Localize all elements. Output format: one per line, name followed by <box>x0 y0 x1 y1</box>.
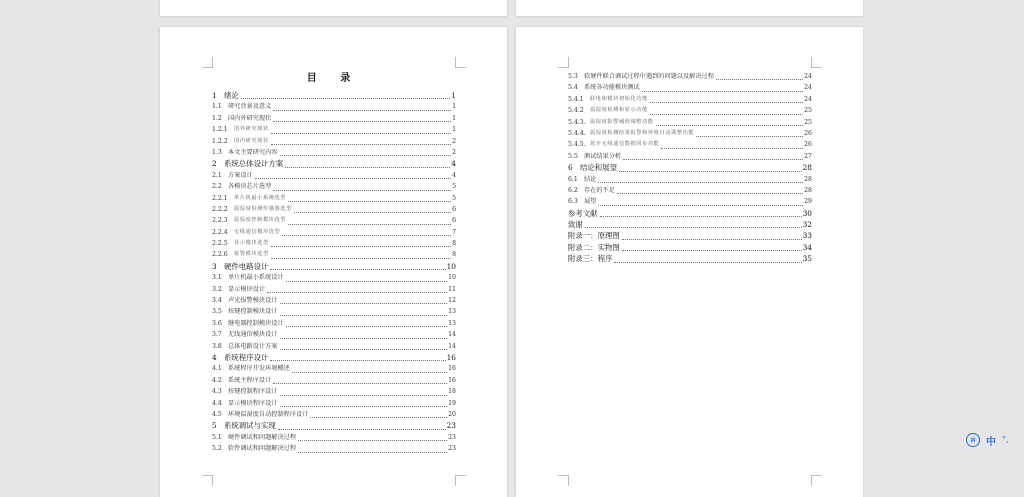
toc-entry-number: 4.2 <box>212 376 222 384</box>
toc-entry-page: 4 <box>451 159 456 169</box>
toc-entry-page: 32 <box>802 220 812 230</box>
toc-entry-number: 1.2.2 <box>212 137 228 145</box>
toc-entry-page: 10 <box>448 274 456 282</box>
toc-entry-title: 系统调试与实现 <box>224 421 276 431</box>
toc-leader-dots <box>294 211 451 213</box>
toc-entry[interactable] <box>212 295 456 306</box>
toc-entry[interactable] <box>568 253 812 264</box>
toc-leader-dots <box>600 215 802 217</box>
toc-entry-title: 致谢 <box>568 220 583 230</box>
toc-entry-page: 16 <box>448 365 456 373</box>
toc-leader-dots <box>286 280 447 282</box>
toc-entry-number: 5.5 <box>568 152 578 160</box>
toc-leader-dots <box>273 189 451 191</box>
crop-mark <box>455 475 466 486</box>
toc-entry[interactable] <box>568 174 812 185</box>
toc-entry-page: 26 <box>804 141 812 149</box>
toc-entry-title: 存在的不足 <box>584 186 615 194</box>
toc-entry[interactable] <box>568 117 812 128</box>
toc-entry-page: 14 <box>448 342 456 350</box>
toc-entry-number: 4.1 <box>212 365 222 373</box>
toc-entry-page: 12 <box>448 297 456 305</box>
toc-entry[interactable] <box>212 193 456 204</box>
toc-entry-title: 展望 <box>584 198 597 206</box>
toc-entry-title: 结论 <box>584 175 597 183</box>
toc-entry-title: 无线通信模块设计 <box>228 331 278 339</box>
toc-page-right <box>516 27 863 497</box>
toc-entry-number: 2.2.4 <box>212 228 228 236</box>
toc-entry-page: 5 <box>452 183 456 191</box>
toc-entry-title: 报警模块选型 <box>234 251 269 258</box>
toc-entry[interactable] <box>568 94 812 105</box>
toc-entry-title: 温湿度检测传感器选型 <box>234 205 292 212</box>
toc-entry-title: 温湿度报警阈值调整功能 <box>590 118 654 125</box>
toc-entry-page: 19 <box>448 399 456 407</box>
toc-leader-dots <box>267 291 447 293</box>
toc-entry-page: 26 <box>804 129 812 137</box>
toc-entry-page: 8 <box>452 251 456 259</box>
toc-entry-number: 5.2 <box>212 445 222 453</box>
toc-leader-dots <box>280 154 452 156</box>
toc-leader-dots <box>292 371 447 373</box>
toc-entry[interactable] <box>212 409 456 420</box>
toc-leader-dots <box>285 166 450 168</box>
toc-leader-dots <box>598 204 803 206</box>
toc-entry-page: 11 <box>448 285 456 293</box>
toc-leader-dots <box>619 170 802 172</box>
toc-leader-dots <box>642 90 803 92</box>
toc-leader-dots <box>280 394 448 396</box>
toc-leader-dots <box>271 245 451 247</box>
toc-entry-title: 显示模块程序设计 <box>228 399 278 407</box>
toc-entry-number: 2.2.6 <box>212 251 228 259</box>
toc-leader-dots <box>288 223 451 225</box>
toc-entry-title: 研究背景及意义 <box>228 103 272 111</box>
toc-entry[interactable] <box>212 341 456 352</box>
toc-entry[interactable] <box>212 90 456 101</box>
toc-entry-title: 国内研究现状 <box>234 137 269 144</box>
toc-entry-number: 1.2 <box>212 114 222 122</box>
toc-entry[interactable] <box>212 375 456 386</box>
toc-entry-number: 5.4.5. <box>568 141 586 149</box>
toc-leader-dots <box>270 268 445 270</box>
toc-entry-page: 4 <box>452 171 456 179</box>
toc-entry-title: 系统程序开发环境概述 <box>228 365 290 373</box>
crop-mark <box>202 57 213 68</box>
toc-leader-dots <box>298 439 447 441</box>
toc-entry[interactable] <box>568 128 812 139</box>
toc-entry[interactable] <box>568 71 812 82</box>
toc-entry-number: 3.2 <box>212 285 222 293</box>
crop-mark <box>558 57 569 68</box>
toc-entry-page: 1 <box>452 103 456 111</box>
toc-entry[interactable] <box>212 181 456 192</box>
toc-entry-title: 温湿度检测结果报警和环境自动调整功能 <box>590 129 695 136</box>
toc-entry[interactable] <box>212 432 456 443</box>
toc-entry-number: 1.3 <box>212 148 222 156</box>
toc-entry-page: 18 <box>448 388 456 396</box>
toc-entry-number: 2.2 <box>212 183 222 191</box>
toc-entry-title: 环境温湿度自动控制程序设计 <box>228 410 309 418</box>
toc-entry-title: 结论和展望 <box>580 163 617 173</box>
toc-entry[interactable] <box>212 272 456 283</box>
toc-entry-page: 20 <box>448 410 456 418</box>
toc-leader-dots <box>656 124 803 126</box>
toc-entry-title: 附录三：程序 <box>568 254 613 264</box>
toc-entry-title: 温湿度检测和显示功能 <box>590 107 648 114</box>
toc-entry-number: 3.5 <box>212 308 222 316</box>
toc-entry[interactable] <box>568 82 812 93</box>
toc-leader-dots <box>288 200 451 202</box>
toc-entry-title: 联电和模块初始化功能 <box>590 95 648 102</box>
toc-entry-title: 单片机最小系统选型 <box>234 194 287 201</box>
toc-entry-page: 16 <box>448 376 456 384</box>
toc-entry-number: 5.4.1 <box>568 95 584 103</box>
toc-entry[interactable] <box>212 398 456 409</box>
toc-leader-dots <box>278 428 446 430</box>
toc-leader-dots <box>614 261 801 263</box>
toc-leader-dots <box>286 325 447 327</box>
toc-entry-page: 28 <box>804 186 812 194</box>
toc-leader-dots <box>273 382 447 384</box>
toc-entry-number: 3 <box>212 261 217 271</box>
toc-leader-dots <box>650 101 803 103</box>
crop-mark <box>811 57 822 68</box>
toc-entry-title: 各模块芯片选型 <box>228 183 272 191</box>
toc-entry[interactable] <box>212 363 456 374</box>
toc-entry[interactable] <box>212 124 456 135</box>
toc-entry-page: 33 <box>802 231 812 241</box>
toc-leader-dots <box>241 97 451 99</box>
toc-entry[interactable] <box>212 238 456 249</box>
previous-page-left <box>160 0 507 16</box>
toc-entry[interactable] <box>212 136 456 147</box>
toc-leader-dots <box>282 234 451 236</box>
toc-entry[interactable] <box>212 227 456 238</box>
toc-leader-dots <box>696 135 803 137</box>
toc-entry[interactable] <box>212 158 456 169</box>
toc-entry-title: 软硬件联合调试过程中遇到的问题以及解决过程 <box>584 72 714 80</box>
toc-leader-dots <box>280 405 448 407</box>
toc-entry-number: 1.2.1 <box>212 126 228 134</box>
toc-entry-title: 附录一：原理图 <box>568 231 620 241</box>
toc-leader-dots <box>255 177 451 179</box>
toc-entry[interactable] <box>568 242 812 253</box>
toc-entry-number: 2.1 <box>212 171 222 179</box>
toc-entry-page: 16 <box>446 352 456 362</box>
toc-entry[interactable] <box>568 196 812 207</box>
toc-leader-dots <box>273 120 451 122</box>
toc-leader-dots <box>598 181 803 183</box>
toc-list-left <box>212 90 456 455</box>
toc-entry-page: 5 <box>452 194 456 202</box>
toc-entry-title: 无线通信模块选型 <box>234 228 281 235</box>
toc-entry-title: 本文主要研究内容 <box>228 148 278 156</box>
toc-entry[interactable] <box>212 306 456 317</box>
toc-entry-number: 6.2 <box>568 186 578 194</box>
toc-entry-title: 硬件调试和问题解决过程 <box>228 433 297 441</box>
toc-entry-number: 2.2.5 <box>212 240 228 248</box>
toc-entry-title: 系统各功能模块测试 <box>584 84 640 92</box>
toc-entry[interactable] <box>212 284 456 295</box>
toc-entry-number: 1.1 <box>212 103 222 111</box>
toc-leader-dots <box>280 337 448 339</box>
toc-leader-dots <box>271 132 451 134</box>
toc-entry[interactable] <box>212 329 456 340</box>
toc-entry-page: 1 <box>451 90 456 100</box>
toc-entry[interactable] <box>212 249 456 260</box>
toc-entry-number: 3.6 <box>212 319 222 327</box>
ime-logo-icon[interactable]: 拼 <box>966 433 980 447</box>
toc-entry-number: 3.1 <box>212 274 222 282</box>
toc-entry-title: 总体电路设计方案 <box>228 342 278 350</box>
toc-entry-number: 4 <box>212 352 217 362</box>
toc-entry[interactable] <box>212 318 456 329</box>
toc-leader-dots <box>270 359 445 361</box>
toc-entry-title: 系统主程序设计 <box>228 376 272 384</box>
toc-entry-page: 24 <box>804 95 812 103</box>
toc-entry-page: 6 <box>452 205 456 213</box>
toc-entry-page: 14 <box>448 331 456 339</box>
toc-entry-title: 绪论 <box>224 90 239 100</box>
toc-entry[interactable] <box>568 151 812 162</box>
toc-entry-title: 按键控制模块设计 <box>228 308 278 316</box>
toc-entry-number: 5.4.2 <box>568 107 584 115</box>
toc-entry-number: 5.4.4. <box>568 129 586 137</box>
toc-entry-number: 3.8 <box>212 342 222 350</box>
toc-page-left <box>160 27 507 497</box>
toc-entry-title: 硬件电路设计 <box>224 261 269 271</box>
crop-mark <box>202 475 213 486</box>
toc-entry[interactable] <box>212 352 456 363</box>
toc-entry-title: 方案设计 <box>228 171 253 179</box>
toc-entry-title: 单片机最小系统设计 <box>228 274 284 282</box>
toc-entry-page: 23 <box>446 421 456 431</box>
crop-mark <box>811 475 822 486</box>
toc-entry[interactable] <box>212 147 456 158</box>
toc-entry-page: 23 <box>448 433 456 441</box>
toc-entry-title: 国外研究现状 <box>234 126 269 133</box>
crop-mark <box>455 57 466 68</box>
ime-punctuation-icon[interactable]: °, <box>1002 435 1009 444</box>
toc-entry[interactable] <box>212 215 456 226</box>
toc-leader-dots <box>280 348 448 350</box>
toc-entry[interactable] <box>568 105 812 116</box>
toc-entry-number: 5.4 <box>568 84 578 92</box>
ime-language-toggle[interactable]: 中 <box>986 436 996 448</box>
previous-page-right <box>516 0 863 16</box>
toc-entry-number: 2.2.3 <box>212 217 228 225</box>
toc-entry-title: 显示模块选型 <box>234 240 269 247</box>
crop-mark <box>558 475 569 486</box>
toc-entry-page: 25 <box>804 107 812 115</box>
toc-entry[interactable] <box>568 230 812 241</box>
toc-entry-page: 23 <box>448 445 456 453</box>
toc-entry-page: 24 <box>804 84 812 92</box>
toc-entry[interactable] <box>568 208 812 219</box>
toc-entry-number: 6.3 <box>568 198 578 206</box>
toc-entry[interactable] <box>212 204 456 215</box>
toc-entry-title: 温湿度控制模块选型 <box>234 217 287 224</box>
toc-entry-title: 测试结果分析 <box>584 152 622 160</box>
toc-entry-number: 5.4.3. <box>568 118 586 126</box>
toc-entry[interactable] <box>568 185 812 196</box>
toc-entry[interactable] <box>212 101 456 112</box>
toc-entry-page: 25 <box>804 118 812 126</box>
toc-leader-dots <box>271 257 451 259</box>
toc-entry-title: 按键控制程序设计 <box>228 388 278 396</box>
toc-entry[interactable] <box>212 113 456 124</box>
toc-leader-dots <box>271 143 451 145</box>
toc-leader-dots <box>585 226 802 228</box>
toc-leader-dots <box>622 249 802 251</box>
toc-entry-number: 1 <box>212 90 217 100</box>
toc-entry[interactable] <box>212 386 456 397</box>
toc-leader-dots <box>716 78 803 80</box>
toc-entry-page: 24 <box>804 72 812 80</box>
toc-entry-page: 30 <box>802 208 812 218</box>
toc-entry-page: 10 <box>446 261 456 271</box>
toc-entry-page: 34 <box>802 242 812 252</box>
toc-leader-dots <box>622 238 802 240</box>
toc-entry-number: 5 <box>212 421 217 431</box>
toc-entry-number: 2 <box>212 159 217 169</box>
toc-entry-title: 附录二：实物图 <box>568 242 620 252</box>
toc-entry-title: 软件调试和问题解决过程 <box>228 445 297 453</box>
toc-list-right <box>568 71 812 265</box>
toc-entry-page: 35 <box>802 254 812 264</box>
toc-entry-title: 系统程序设计 <box>224 352 269 362</box>
toc-entry[interactable] <box>212 261 456 272</box>
toc-entry-number: 4.3 <box>212 388 222 396</box>
toc-leader-dots <box>280 314 448 316</box>
toc-entry-title: 系统总体设计方案 <box>224 159 284 169</box>
toc-leader-dots <box>623 158 803 160</box>
toc-leader-dots <box>298 451 447 453</box>
toc-entry-page: 1 <box>452 126 456 134</box>
toc-leader-dots <box>273 109 451 111</box>
toc-entry[interactable] <box>212 170 456 181</box>
toc-entry-page: 7 <box>452 228 456 236</box>
ime-toolbar[interactable] <box>966 431 1018 449</box>
toc-entry-page: 13 <box>448 319 456 327</box>
toc-entry-title: 蓝牙无线通信数据同步功能 <box>590 141 660 148</box>
toc-entry-page: 1 <box>452 114 456 122</box>
toc-entry-page: 27 <box>804 152 812 160</box>
toc-entry-title: 声光报警模块设计 <box>228 297 278 305</box>
toc-entry-number: 2.2.2 <box>212 205 228 213</box>
toc-entry-number: 4.5 <box>212 410 222 418</box>
toc-entry-number: 5.3 <box>568 72 578 80</box>
toc-entry-number: 6.1 <box>568 175 578 183</box>
toc-entry[interactable] <box>212 420 456 431</box>
toc-entry-page: 28 <box>802 163 812 173</box>
toc-leader-dots <box>661 147 803 149</box>
toc-entry-page: 8 <box>452 240 456 248</box>
toc-entry-page: 29 <box>804 198 812 206</box>
toc-leader-dots <box>617 192 803 194</box>
toc-entry[interactable] <box>212 443 456 454</box>
toc-entry-title: 显示模块设计 <box>228 285 266 293</box>
toc-entry-number: 2.2.1 <box>212 194 228 202</box>
toc-leader-dots <box>650 113 803 115</box>
toc-entry-page: 13 <box>448 308 456 316</box>
toc-entry[interactable] <box>568 139 812 150</box>
toc-leader-dots <box>310 416 447 418</box>
toc-entry[interactable] <box>568 219 812 230</box>
toc-entry-title: 继电器控制模块设计 <box>228 319 284 327</box>
toc-title: 目 录 <box>306 73 361 84</box>
toc-entry-number: 3.4 <box>212 297 222 305</box>
toc-entry-number: 4.4 <box>212 399 222 407</box>
toc-entry-title: 参考文献 <box>568 208 598 218</box>
toc-entry[interactable] <box>568 162 812 173</box>
toc-entry-number: 6 <box>568 163 573 173</box>
toc-entry-title: 国内外研究现状 <box>228 114 272 122</box>
toc-entry-page: 28 <box>804 175 812 183</box>
toc-entry-number: 3.7 <box>212 331 222 339</box>
toc-entry-page: 2 <box>452 137 456 145</box>
toc-entry-page: 6 <box>452 217 456 225</box>
toc-entry-page: 2 <box>452 148 456 156</box>
toc-leader-dots <box>280 302 448 304</box>
toc-entry-number: 5.1 <box>212 433 222 441</box>
